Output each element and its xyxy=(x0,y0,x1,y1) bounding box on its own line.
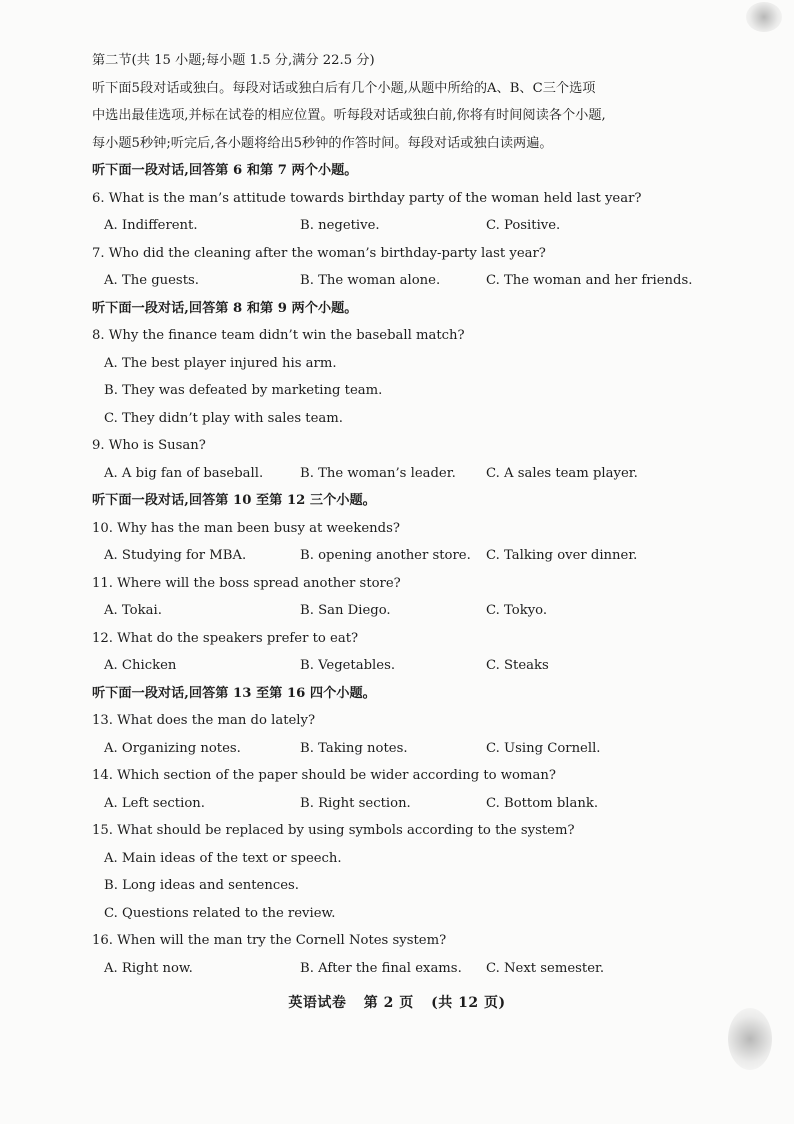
question-groups xyxy=(92,157,752,982)
answer-options xyxy=(92,460,752,488)
answer-option-c: C. Steaks xyxy=(486,658,549,673)
answer-option-a: A. The guests. xyxy=(104,273,199,288)
question-stem: 8. Why the finance team didn’t win the baseball match? xyxy=(92,328,465,343)
answer-option-c: C. The woman and her friends. xyxy=(486,273,693,288)
question-stem: 16. When will the man try the Cornell Notes system? xyxy=(92,933,447,948)
group-heading: 听下面一段对话,回答第 6 和第 7 两个小题。 xyxy=(92,163,358,178)
answer-option-b: B. Right section. xyxy=(300,795,411,811)
question-stem: 11. Where will the boss spread another store? xyxy=(92,575,401,591)
group-heading: 听下面一段对话,回答第 10 至第 12 三个小题。 xyxy=(92,493,376,508)
answer-option-c: C. Using Cornell. xyxy=(486,740,601,756)
footer-subject: 英语试卷 xyxy=(288,995,347,1011)
answer-options xyxy=(92,652,752,680)
answer-option-c: C. They didn’t play with sales team. xyxy=(104,410,343,426)
answer-option-c: C. Next semester. xyxy=(486,960,605,976)
footer-total-pages: (共 12 页) xyxy=(431,995,506,1011)
answer-option-c: C. Talking over dinner. xyxy=(486,548,638,563)
question-stem: 12. What do the speakers prefer to eat? xyxy=(92,630,359,646)
footer-page-number: 第 2 页 xyxy=(363,995,414,1011)
answer-option-a: A. Studying for MBA. xyxy=(104,548,247,563)
question-stem: 6. What is the man’s attitude towards birthday party of the woman held last year? xyxy=(92,190,642,206)
answer-options xyxy=(92,790,752,818)
answer-options xyxy=(92,212,752,240)
answer-option-a: A. Right now. xyxy=(104,960,193,976)
instruction-line: 听下面5段对话或独白。每段对话或独白后有几个小题,从题中所给的A、B、C三个选项 xyxy=(92,80,596,96)
answer-options xyxy=(92,597,752,625)
answer-option-a: A. Left section. xyxy=(104,795,205,811)
section-title: 第二节(共 15 小题;每小题 1.5 分,满分 22.5 分) xyxy=(92,53,375,68)
answer-option-b: B. Long ideas and sentences. xyxy=(104,878,299,893)
answer-option-a: A. Tokai. xyxy=(104,603,162,618)
answer-option-a: A. Main ideas of the text or speech. xyxy=(104,850,342,866)
group-heading: 听下面一段对话,回答第 8 和第 9 两个小题。 xyxy=(92,300,358,316)
question-stem: 15. What should be replaced by using symbols according to the system? xyxy=(92,823,575,838)
exam-content xyxy=(92,47,752,982)
instruction-line: 每小题5秒钟;听完后,各小题将给出5秒钟的作答时间。每段对话或独白读两遍。 xyxy=(92,135,553,151)
question-stem: 14. Which section of the paper should be wider according to woman? xyxy=(92,768,556,783)
answer-options xyxy=(92,267,752,295)
instruction-line: 中选出最佳选项,并标在试卷的相应位置。听每段对话或独白前,你将有时间阅读各个小题, xyxy=(92,108,606,123)
answer-option-b: B. The woman alone. xyxy=(300,273,441,288)
answer-option-c: C. Bottom blank. xyxy=(486,795,599,811)
answer-option-b: B. Vegetables. xyxy=(300,658,396,673)
scan-smudge-icon xyxy=(728,1008,772,1070)
scan-smudge-icon xyxy=(746,2,782,32)
group-heading: 听下面一段对话,回答第 13 至第 16 四个小题。 xyxy=(92,685,376,701)
answer-option-b: B. They was defeated by marketing team. xyxy=(104,383,383,398)
answer-option-b: B. Taking notes. xyxy=(300,740,408,756)
answer-option-a: A. Chicken xyxy=(104,658,177,673)
answer-option-b: B. San Diego. xyxy=(300,603,391,618)
answer-option-c: C. Positive. xyxy=(486,218,561,233)
answer-options xyxy=(92,735,752,763)
question-stem: 7. Who did the cleaning after the woman’s birthday-party last year? xyxy=(92,245,546,261)
answer-option-b: B. negetive. xyxy=(300,218,380,233)
answer-option-c: C. A sales team player. xyxy=(486,465,638,481)
question-stem: 9. Who is Susan? xyxy=(92,438,206,453)
answer-option-a: A. The best player injured his arm. xyxy=(104,355,337,371)
answer-option-c: C. Questions related to the review. xyxy=(104,905,336,921)
answer-option-b: B. opening another store. xyxy=(300,548,471,563)
page-footer xyxy=(0,992,794,1012)
answer-options xyxy=(92,542,752,570)
answer-option-b: B. After the final exams. xyxy=(300,960,462,976)
question-stem: 10. Why has the man been busy at weekends? xyxy=(92,520,400,536)
answer-option-b: B. The woman’s leader. xyxy=(300,465,456,481)
answer-option-c: C. Tokyo. xyxy=(486,603,548,618)
answer-option-a: A. A big fan of baseball. xyxy=(104,465,264,481)
answer-options xyxy=(92,955,752,983)
answer-option-a: A. Indifferent. xyxy=(104,218,198,233)
answer-option-a: A. Organizing notes. xyxy=(104,740,241,756)
question-stem: 13. What does the man do lately? xyxy=(92,713,316,728)
